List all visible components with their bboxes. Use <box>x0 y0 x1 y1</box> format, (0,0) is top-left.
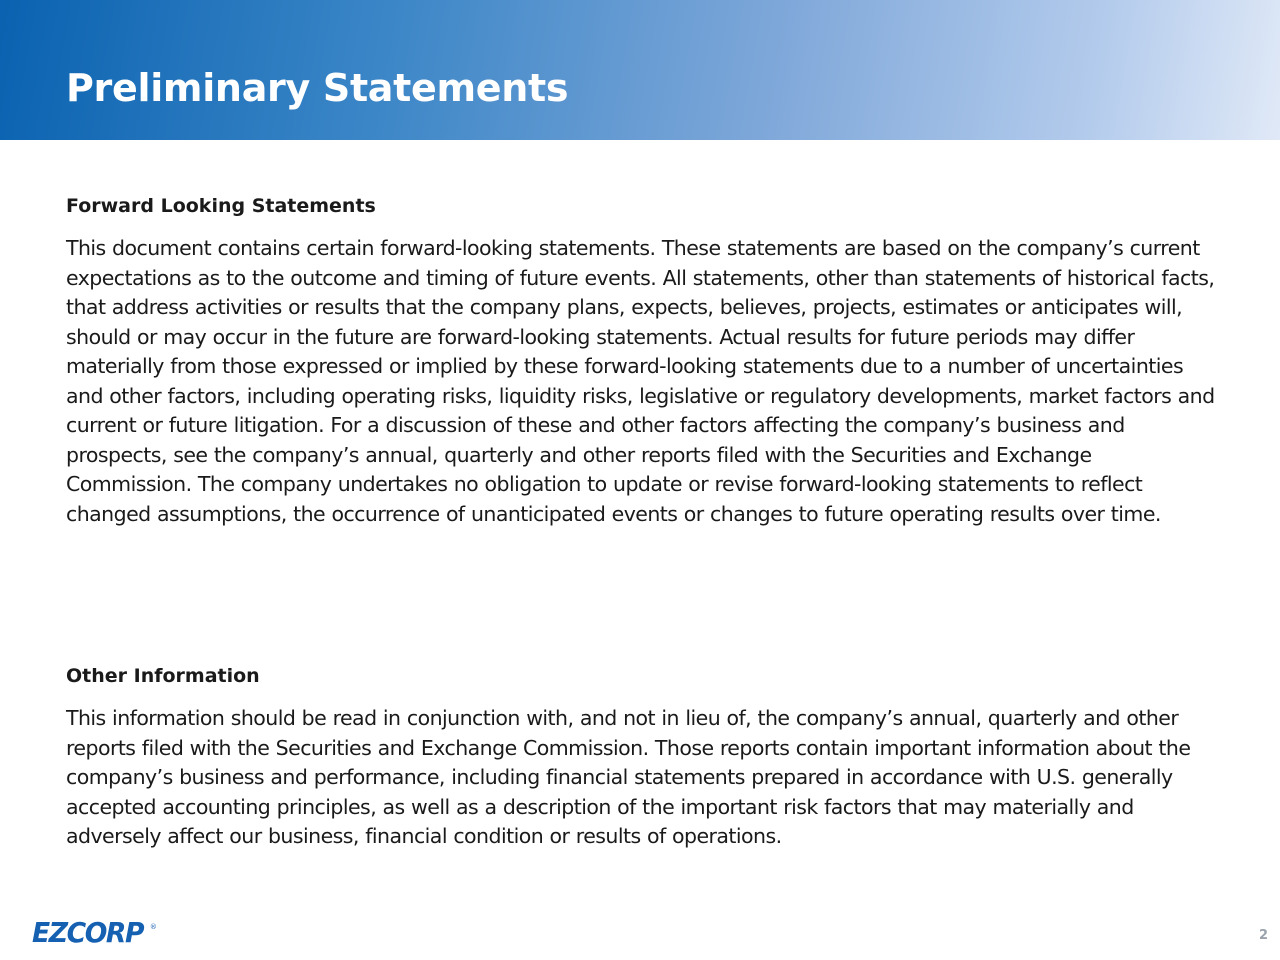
page-number: 2 <box>1258 928 1268 943</box>
other-information-section <box>66 662 1216 852</box>
other-information-body: This information should be read in conjunction with, and not in lieu of, the company’s annual, quarterly and other reports filed with the Securities and Exchange Commission. Those reports contain important information about the company’s business and performance, including financial statements prepared in accordance with U.S. generally accepted accounting principles, as well as a description of the important risk factors that may materially and adversely affect our business, financial condition or results of operations. <box>66 706 1191 848</box>
forward-looking-section <box>66 192 1216 529</box>
logo-wordmark: EZCORP <box>32 916 144 949</box>
ezcorp-logo <box>32 916 157 950</box>
slide-title: Preliminary Statements <box>66 66 569 110</box>
header-band <box>0 0 1280 140</box>
forward-looking-body: This document contains certain forward-looking statements. These statements are based on the company’s current expectations as to the outcome and timing of future events. All statements, other than statements of historical facts, that address activities or results that the company plans, expects, believes, projects, estimates or anticipates will, should or may occur in the future are forward-looking statements. Actual results for future periods may differ materially from those expressed or implied by these forward-looking statements due to a number of uncertainties and other factors, including operating risks, liquidity risks, legislative or regulatory developments, market factors and current or future litigation. For a discussion of these and other factors affecting the company’s business and prospects, see the company’s annual, quarterly and other reports filed with the Securities and Exchange Commission. The company undertakes no obligation to update or revise forward-looking statements to reflect changed assumptions, the occurrence of unanticipated events or changes to future operating results over time. <box>66 236 1215 526</box>
forward-looking-heading: Forward Looking Statements <box>66 195 376 217</box>
registered-mark: ® <box>149 923 157 931</box>
other-information-heading: Other Information <box>66 665 260 687</box>
